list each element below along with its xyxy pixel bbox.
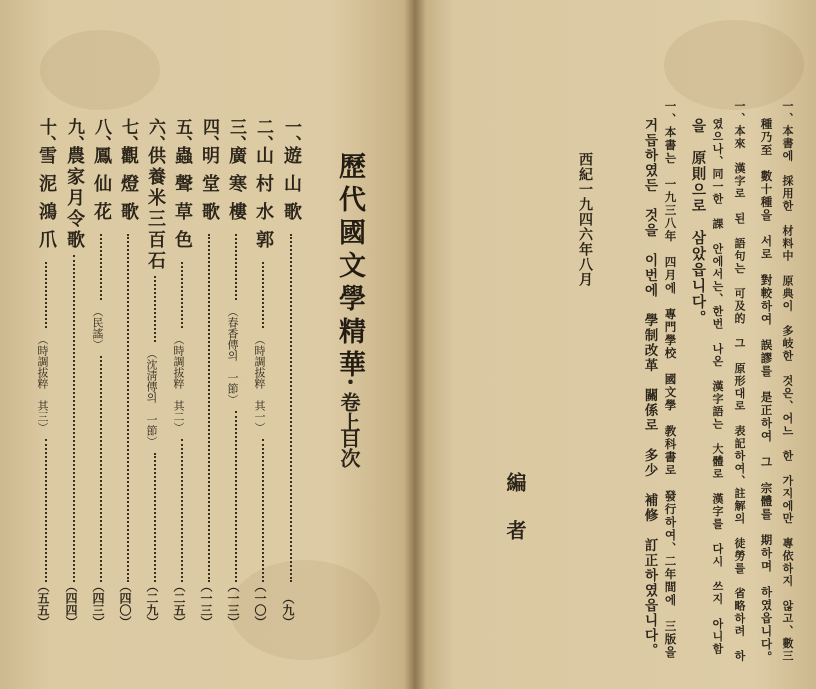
toc-entry [117, 118, 143, 628]
toc-entry [171, 118, 197, 628]
toc-entry [63, 118, 89, 628]
preface-line: 種乃至 數十種을 서로 對較하여 誤謬를 是正하여 그 宗體를 期하며 하였읍니다。 [759, 118, 774, 664]
toc-entry-title: 山村水郭 [253, 146, 274, 258]
preface-line: 一、本書에 採用한 材料中 原典이 多岐한 것은、어느 한 가지에만 專依하지 않고、數三 [781, 100, 794, 663]
toc-dot-leader [235, 411, 237, 582]
toc-entry [252, 118, 278, 628]
toc-entry-title: 明堂歌 [199, 146, 220, 230]
toc-dot-leader [45, 262, 47, 328]
toc-entry [90, 118, 116, 628]
toc-entry-note: （沈淸傳의 一節） [145, 348, 158, 447]
toc-entry-number: 一、 [281, 118, 301, 152]
toc-entry-page-number: （四四） [64, 580, 78, 628]
toc-entry-title: 供養米三百石 [145, 146, 166, 272]
toc-dot-leader [100, 356, 102, 582]
toc-entry-page-number: （九） [281, 592, 295, 628]
toc-entry [198, 118, 224, 628]
toc-entry-note: （時調拔粹 其三） [36, 334, 49, 433]
toc-entry-number: 八、 [91, 118, 111, 152]
preface-line: 一、本來 漢字로 된 語句는 可及的 그 原形대로 表記하여、註解의 徒勞를 省略하려 하 [733, 100, 746, 663]
preface-line: 였으나、同一한 課 안에서는、한번 나온 漢字語는 大體로 漢字를 다시 쓰지 아니함 [711, 118, 724, 656]
toc-entry-note: （春香傳의 一節） [226, 306, 239, 405]
toc-dot-leader [73, 255, 75, 582]
toc-entry-number: 六、 [145, 118, 165, 152]
toc-dot-leader [45, 439, 47, 582]
toc-entry-number: 三、 [226, 118, 246, 152]
toc-entry [225, 118, 251, 628]
toc-entry-page-number: （二九） [145, 580, 159, 628]
toc-dot-leader [181, 262, 183, 328]
toc-entry-number: 五、 [172, 118, 192, 152]
toc-dot-leader [127, 234, 129, 582]
toc-entry-page-number: （四三） [91, 580, 105, 628]
book-gutter [404, 0, 426, 689]
toc-dot-leader [235, 234, 237, 300]
toc-entry-number: 七、 [118, 118, 138, 152]
toc-dot-leader [154, 453, 156, 582]
toc-entry [144, 118, 170, 628]
toc-entry [35, 118, 61, 628]
preface-editor: 編者 [503, 472, 527, 568]
volume-label: ・卷上 [337, 372, 361, 432]
toc-dot-leader [100, 234, 102, 300]
toc-entry-title: 雪泥鴻爪 [36, 146, 57, 258]
toc-entry-number: 四、 [199, 118, 219, 152]
toc-entry-page-number: （一〇） [253, 580, 267, 628]
toc-dot-leader [290, 234, 292, 582]
preface-line: 을 原則으로 삼았읍니다。 [689, 118, 707, 326]
toc-dot-leader [208, 234, 210, 582]
toc-entry-note: （民謠） [91, 306, 104, 350]
toc-heading: 目次 [337, 428, 361, 468]
preface-line: 一、本書는 一九三八年 四月에 專門學校 國文學 教科書로 發行하여、二年間에 三版을 [663, 100, 678, 659]
toc-dot-leader [154, 276, 156, 342]
toc-dot-leader [262, 262, 264, 328]
toc-entry-title: 鳳仙花 [91, 146, 112, 230]
toc-entry-number: 九、 [64, 118, 84, 152]
toc-entry-title: 農家月令歌 [64, 146, 85, 251]
preface-line: 거듭하였든 것을 이번에 學制改革 關係로 多少 補修 訂正하였읍니다。 [641, 118, 658, 658]
toc-entry-page-number: （五五） [36, 580, 50, 628]
toc-dot-leader [262, 439, 264, 582]
right-page-preface [414, 0, 816, 689]
toc-dot-leader [181, 439, 183, 582]
toc-entry-page-number: （四〇） [118, 580, 132, 628]
toc-entry-page-number: （一三） [226, 580, 240, 628]
toc-entry [280, 118, 306, 628]
toc-entry-number: 十、 [36, 118, 56, 152]
book-title: 歷代國文學精華 [334, 152, 365, 383]
toc-entry-note: （時調拔粹 其一） [253, 334, 266, 433]
preface-date: 西紀一九四六年八月 [577, 152, 593, 287]
toc-entry-note: （時調拔粹 其二） [172, 334, 185, 433]
toc-entry-title: 蟲聲草色 [172, 146, 193, 258]
toc-entry-title: 觀燈歌 [118, 146, 139, 230]
toc-entry-number: 二、 [253, 118, 273, 152]
toc-entry-title: 廣寒樓 [226, 146, 247, 230]
toc-entry-page-number: （二五） [172, 580, 186, 628]
toc-entry-page-number: （一三） [199, 580, 213, 628]
toc-entry-title: 遊山歌 [281, 146, 302, 230]
